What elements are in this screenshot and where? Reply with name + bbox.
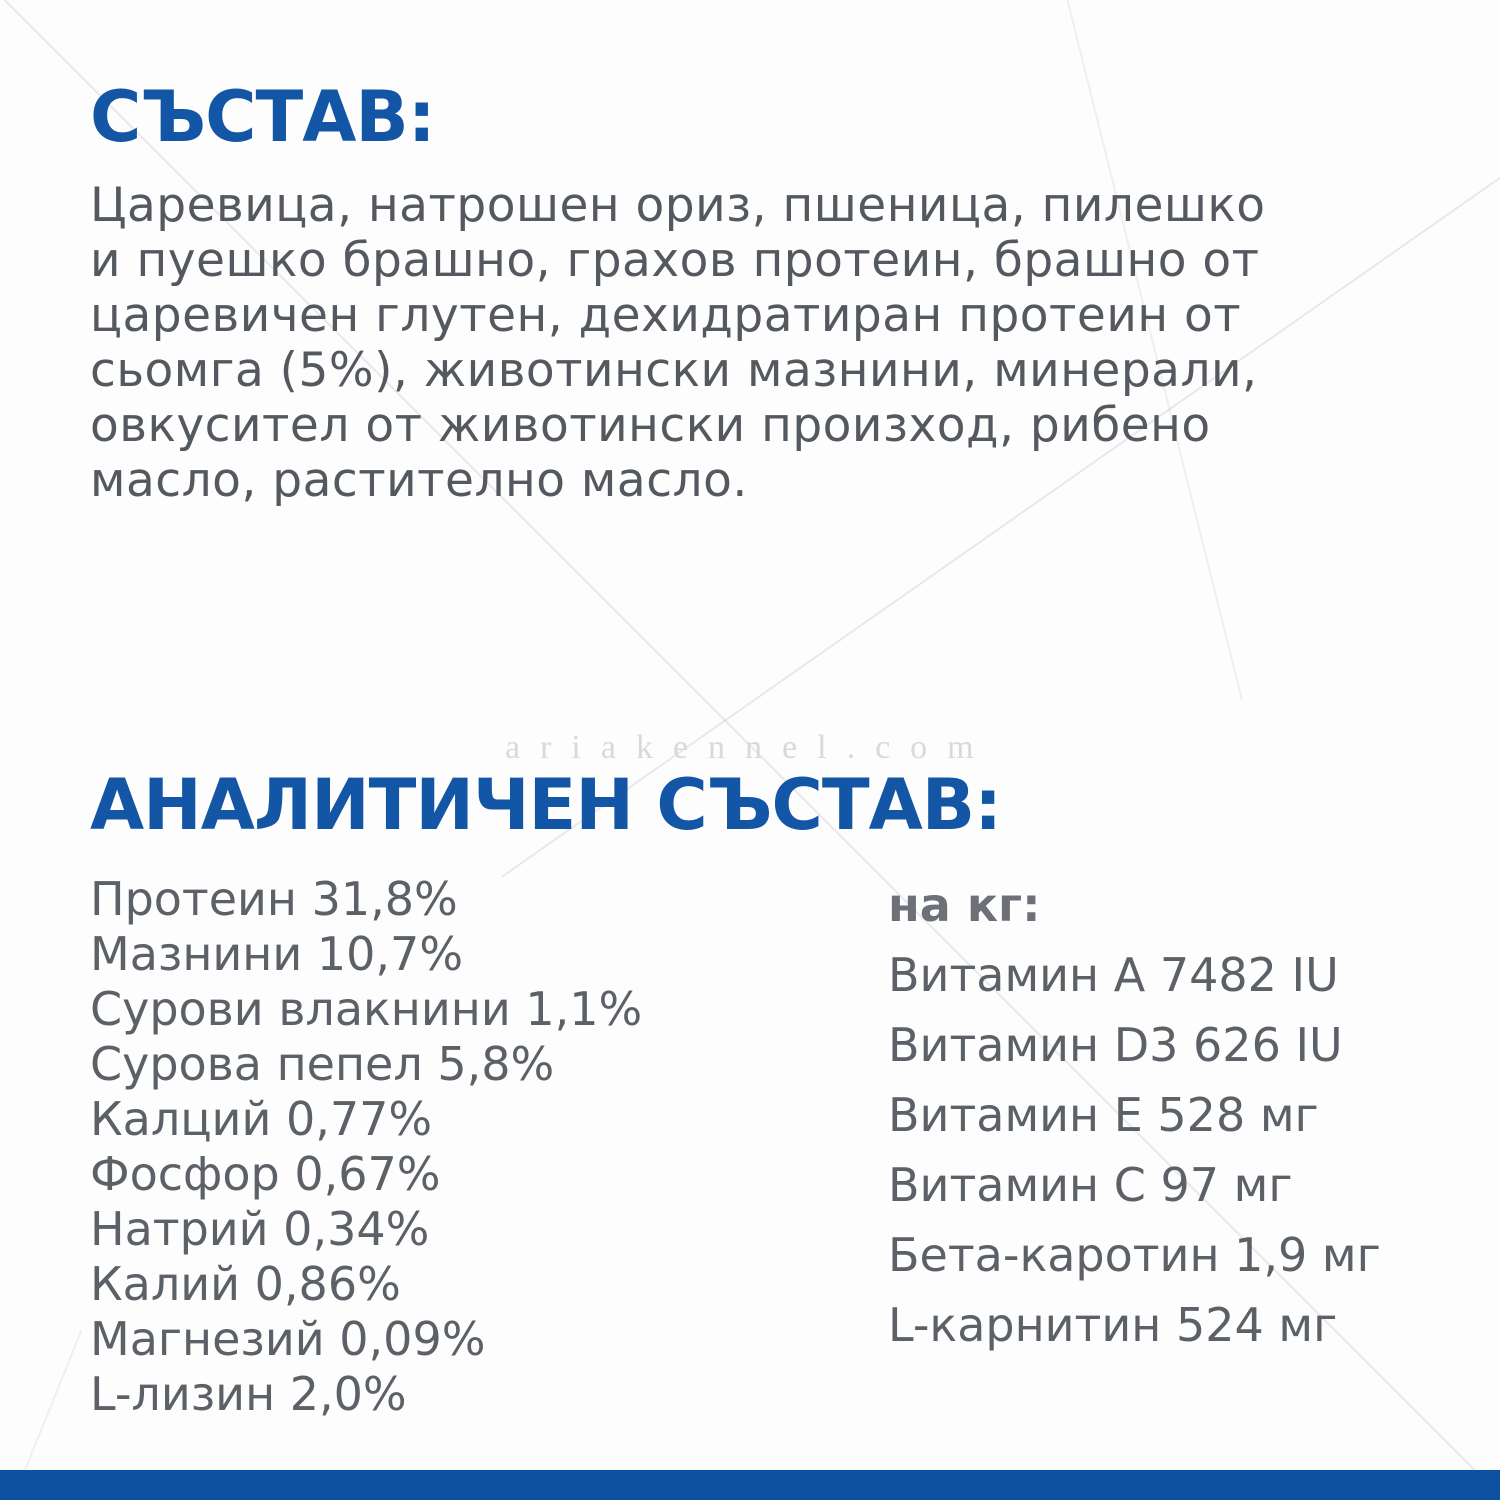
nutrient-item: Протеин 31,8% xyxy=(90,872,458,926)
nutrient-item: Магнезий 0,09% xyxy=(90,1312,486,1366)
per-kg-item: Витамин C 97 мг xyxy=(888,1158,1293,1212)
nutrient-item: Натрий 0,34% xyxy=(90,1202,430,1256)
per-kg-item: Витамин D3 626 IU xyxy=(888,1018,1343,1072)
analytical-title: АНАЛИТИЧЕН СЪСТАВ: xyxy=(90,764,1002,846)
nutrient-item: Сурова пепел 5,8% xyxy=(90,1037,555,1091)
per-kg-item: Витамин E 528 мг xyxy=(888,1088,1319,1142)
nutrient-item: Калий 0,86% xyxy=(90,1257,401,1311)
composition-title: СЪСТАВ: xyxy=(90,76,435,158)
composition-line: царевичен глутен, дехидратиран протеин от xyxy=(90,288,1242,343)
per-kg-label: на кг: xyxy=(888,878,1041,932)
composition-text xyxy=(90,178,1266,508)
composition-line: и пуешко брашно, грахов протеин, брашно от xyxy=(90,233,1260,288)
composition-line: масло, растително масло. xyxy=(90,453,748,508)
per-kg-item: L-карнитин 524 мг xyxy=(888,1298,1338,1352)
per-kg-column xyxy=(888,878,1381,1372)
nutrient-list xyxy=(90,872,642,1422)
nutrient-item: Мазнини 10,7% xyxy=(90,927,464,981)
footer-bar xyxy=(0,1470,1500,1500)
composition-line: сьомга (5%), животински мазнини, минерали, xyxy=(90,343,1258,398)
nutrient-item: Фосфор 0,67% xyxy=(90,1147,441,1201)
nutrient-item: Калций 0,77% xyxy=(90,1092,433,1146)
nutrient-item: L-лизин 2,0% xyxy=(90,1367,407,1421)
nutrient-item: Сурови влакнини 1,1% xyxy=(90,982,643,1036)
composition-line: Царевица, натрошен ориз, пшеница, пилешко xyxy=(90,178,1266,233)
per-kg-item: Бета-каротин 1,9 мг xyxy=(888,1228,1381,1282)
watermark-text: ariakennel.com xyxy=(505,729,994,766)
per-kg-item: Витамин A 7482 IU xyxy=(888,948,1339,1002)
composition-line: овкусител от животински произход, рибено xyxy=(90,398,1211,453)
